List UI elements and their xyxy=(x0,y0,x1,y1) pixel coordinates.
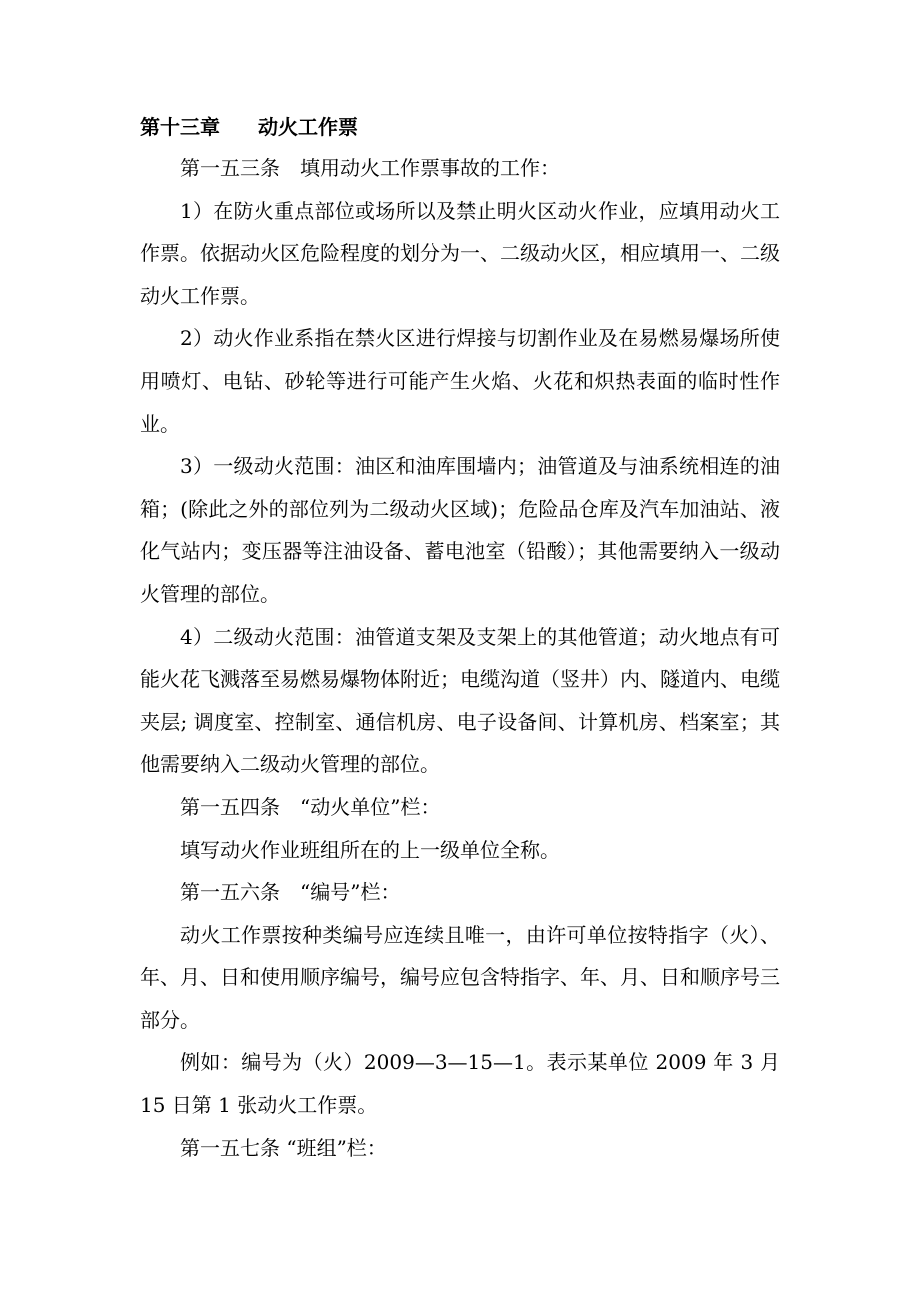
article-156-body: 动火工作票按种类编号应连续且唯一，由许可单位按特指字（火）、年、月、日和使用顺序编号，编号应包含特指字、年、月、日和顺序号三部分。 xyxy=(140,922,780,1032)
article-157-heading: 第一五七条 “班组”栏： xyxy=(180,1135,387,1160)
article-156-heading: 第一五六条 “编号”栏： xyxy=(180,880,401,905)
chapter-title: 动火工作票 xyxy=(258,115,358,139)
paragraph-item-2: 2）动火作业系指在禁火区进行焊接与切割作业及在易燃易爆场所使用喷灯、电钻、砂轮等进行可能产生火焰、火花和炽热表面的临时性作业。 xyxy=(140,326,780,436)
article-153-heading: 第一五三条 填用动火工作票事故的工作： xyxy=(180,156,560,180)
document-body xyxy=(140,107,780,1169)
chapter-number: 第十三章 xyxy=(140,115,220,139)
paragraph-item-4: 4）二级动火范围：油管道支架及支架上的其他管道；动火地点有可能火花飞溅落至易燃易爆物体附近；电缆沟道（竖井）内、隧道内、电缆夹层; 调度室、控制室、通信机房、电子设备间、计算机房、档案室；其他需要纳入二级动火管理的部位。 xyxy=(140,624,780,777)
article-156-example: 例如：编号为（火）2009—3—15—1。表示某单位 2009 年 3 月 15 日第 1 张动火工作票。 xyxy=(140,1050,780,1118)
article-154-body: 填写动火作业班组所在的上一级单位全称。 xyxy=(180,837,560,862)
chapter-heading xyxy=(140,107,780,147)
paragraph-item-1: 1）在防火重点部位或场所以及禁止明火区动火作业，应填用动火工作票。依据动火区危险程度的划分为一、二级动火区，相应填用一、二级动火工作票。 xyxy=(140,198,780,308)
article-154-heading: 第一五四条 “动火单位”栏： xyxy=(180,794,441,819)
paragraph-item-3: 3）一级动火范围：油区和油库围墙内；油管道及与油系统相连的油箱；(除此之外的部位列为二级动火区域)；危险品仓库及汽车加油站、液化气站内；变压器等注油设备、蓄电池室（铅酸）；其他需要纳入一级动火管理的部位。 xyxy=(140,454,780,606)
